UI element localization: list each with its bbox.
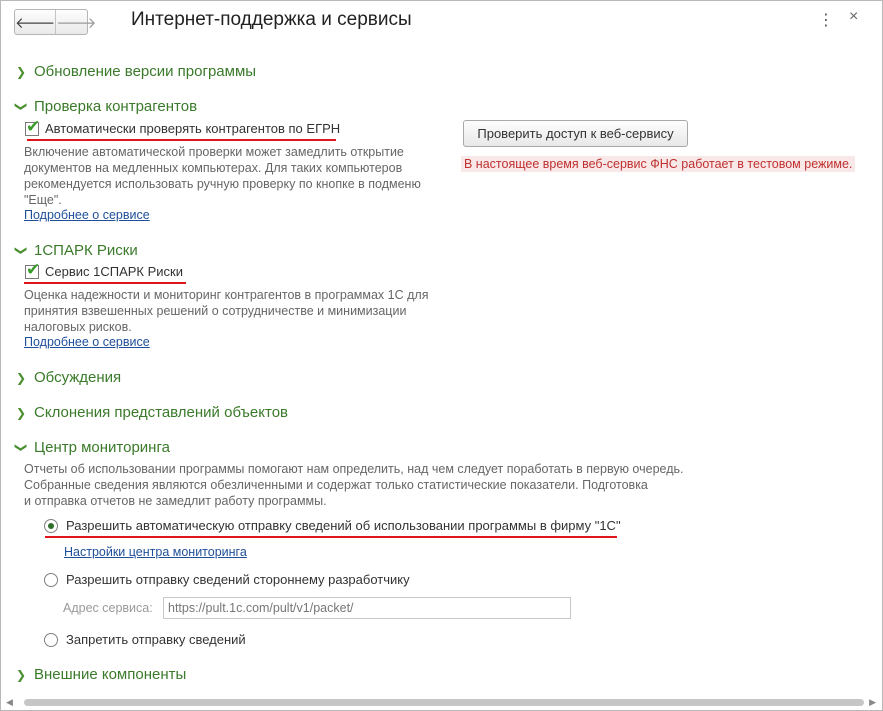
checkbox-box <box>25 116 41 136</box>
section-counterparty[interactable] <box>16 98 197 115</box>
chevron-right-icon: ❯ <box>16 370 27 385</box>
checkmark-icon: ✔ <box>26 116 41 136</box>
section-update[interactable] <box>16 63 256 80</box>
section-monitoring-title: Центр мониторинга <box>34 439 170 456</box>
description-line: Отчеты об использовании программы помогают нам определить, над чем следует поработать в первую очередь. <box>24 462 684 476</box>
description-line: и отправка отчетов не замедлит работу программы. <box>24 494 327 508</box>
forward-button[interactable] <box>55 10 96 34</box>
chevron-down-icon: ❯ <box>14 442 29 453</box>
chevron-right-icon: ❯ <box>16 64 27 79</box>
section-spark[interactable] <box>16 242 138 259</box>
spark-service-label: Сервис 1СПАРК Риски <box>45 264 183 279</box>
chevron-down-icon: ❯ <box>14 101 29 112</box>
radio-deny[interactable] <box>44 632 246 647</box>
description-line: Оценка надежности и мониторинг контрагентов в программах 1С для <box>24 288 429 302</box>
chevron-right-icon: ❯ <box>16 405 27 420</box>
service-address-label: Адрес сервиса: <box>63 601 153 615</box>
radio-allow-1c-label: Разрешить автоматическую отправку сведений об использовании программы в фирму "1С" <box>66 518 621 533</box>
description-line: принятия взвешенных решений о сотрудничестве и минимизации <box>24 304 407 318</box>
section-declensions-title: Склонения представлений объектов <box>34 404 289 421</box>
spark-service-checkbox[interactable] <box>25 259 183 279</box>
auto-check-counterparty-checkbox[interactable] <box>25 116 341 136</box>
section-declensions[interactable] <box>16 404 288 421</box>
monitoring-description <box>24 461 683 509</box>
section-external-title: Внешние компоненты <box>34 666 187 683</box>
radio-circle <box>44 573 58 587</box>
radio-deny-label: Запретить отправку сведений <box>66 632 246 647</box>
description-line: "Еще". <box>24 193 62 207</box>
radio-dot <box>48 523 54 529</box>
counterparty-description <box>24 144 421 208</box>
description-line: Включение автоматической проверки может замедлить открытие <box>24 145 404 159</box>
radio-third-party[interactable] <box>44 572 410 587</box>
more-menu-icon[interactable]: ⋮ <box>818 12 834 29</box>
section-discussions-title: Обсуждения <box>34 369 122 386</box>
section-spark-title: 1СПАРК Риски <box>34 242 138 259</box>
arrow-right-icon: 🡒 <box>56 14 97 32</box>
check-web-service-button[interactable]: Проверить доступ к веб-сервису <box>463 120 688 147</box>
arrow-left-icon: 🡐 <box>15 14 56 32</box>
scroll-right-arrow-icon[interactable]: ▶ <box>869 697 876 707</box>
back-button[interactable] <box>15 10 55 34</box>
counterparty-more-link[interactable]: Подробнее о сервисе <box>24 208 150 222</box>
red-underline <box>24 282 186 284</box>
description-line: Собранные сведения являются обезличенными и содержат только статистические показатели. Подготовка <box>24 478 648 492</box>
checkbox-box <box>25 259 41 279</box>
spark-description <box>24 287 428 335</box>
description-line: рекомендуется использовать ручную проверку по кнопке в подменю <box>24 177 421 191</box>
close-icon[interactable]: × <box>849 8 859 25</box>
auto-check-counterparty-label: Автоматически проверять контрагентов по ЕГРН <box>45 121 341 136</box>
horizontal-scrollbar[interactable] <box>6 697 876 709</box>
section-discussions[interactable] <box>16 369 121 386</box>
radio-allow-1c[interactable] <box>44 518 621 533</box>
description-line: налоговых рисков. <box>24 320 132 334</box>
radio-circle <box>44 519 58 533</box>
scrollbar-thumb[interactable] <box>24 699 864 706</box>
monitoring-settings-link[interactable]: Настройки центра мониторинга <box>64 545 247 559</box>
section-counterparty-title: Проверка контрагентов <box>34 98 198 115</box>
nav-buttons <box>14 9 97 35</box>
red-underline <box>45 536 617 538</box>
scroll-left-arrow-icon[interactable]: ◀ <box>6 697 13 707</box>
section-external[interactable] <box>16 666 186 683</box>
service-address-input[interactable]: https://pult.1c.com/pult/v1/packet/ <box>163 597 571 619</box>
page-title: Интернет-поддержка и сервисы <box>131 9 412 30</box>
section-update-title: Обновление версии программы <box>34 63 257 80</box>
checkmark-icon: ✔ <box>26 259 41 279</box>
radio-circle <box>44 633 58 647</box>
fns-test-mode-warning: В настоящее время веб-сервис ФНС работает в тестовом режиме. <box>461 156 855 172</box>
section-monitoring[interactable] <box>16 439 170 456</box>
chevron-down-icon: ❯ <box>14 245 29 256</box>
chevron-right-icon: ❯ <box>16 667 27 682</box>
red-underline <box>27 139 336 141</box>
description-line: документов на медленных компьютерах. Для таких компьютеров <box>24 161 403 175</box>
radio-third-party-label: Разрешить отправку сведений стороннему разработчику <box>66 572 410 587</box>
spark-more-link[interactable]: Подробнее о сервисе <box>24 335 150 349</box>
